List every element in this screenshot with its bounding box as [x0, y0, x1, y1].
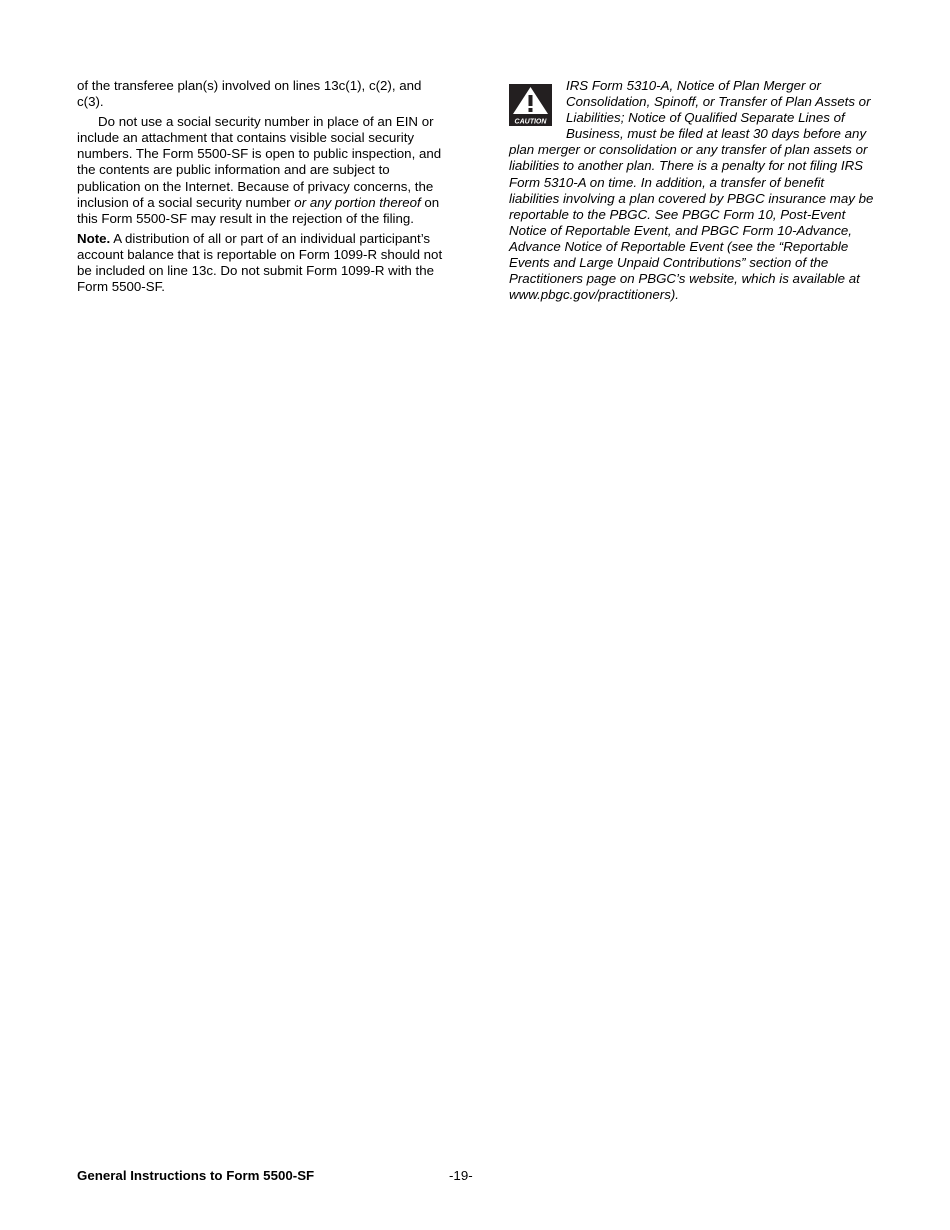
left-column [77, 78, 445, 299]
page-number: -19- [449, 1168, 473, 1183]
ssn-text-end: on this Form 5500-SF may result in the rejection of the filing. [77, 194, 440, 226]
note-label: Note. [77, 230, 111, 246]
caution-text: IRS Form 5310-A, Notice of Plan Merger or Consolidation, Spinoff, or Transfer of Plan Assets or Liabilities; Notice of Qualified Separate Lines of Business, must be filed at least 30 days before any plan merger or consolidation or any transfer of plan assets or liabilities to another plan. There is a penalty for not filing IRS Form 5310-A on time. In addition, a transfer of benefit liabilities involving a plan covered by PBGC insurance may be reportable to the PBGC. See PBGC Form 10, Post-Event Notice of Reportable Event, and PBGC Form 10-Advance, Advance Notice of Reportable Event (see the “Reportable Events and Large Unpaid Contributions” section of the Practitioners page on PBGC’s website, which is available at www.pbgc.gov/practitioners). [509, 78, 874, 303]
right-column [509, 78, 877, 307]
ssn-text-italic: or any portion thereof [294, 194, 421, 210]
note-text: A distribution of all or part of an individual participant’s account balance that is reportable on Form 1099-R should not be included on line 13c. Do not submit Form 1099-R with the Form 5500-SF. [77, 230, 443, 295]
transferee-paragraph: of the transferee plan(s) involved on lines 13c(1), c(2), and c(3). [77, 78, 422, 110]
ssn-text-start: Do not use a social security number in place of an EIN or include an attachment that contains visible social security numbers. The Form 5500-SF is open to public inspection, and the contents are public information and are subject to publication on the Internet. Because of privacy concerns, the inclusion of a social security number [77, 114, 442, 210]
caution-icon [509, 84, 552, 126]
note-paragraph [77, 231, 445, 295]
caution-label: CAUTION [514, 118, 547, 126]
ssn-paragraph [77, 114, 445, 227]
footer-title: General Instructions to Form 5500-SF [77, 1168, 315, 1183]
